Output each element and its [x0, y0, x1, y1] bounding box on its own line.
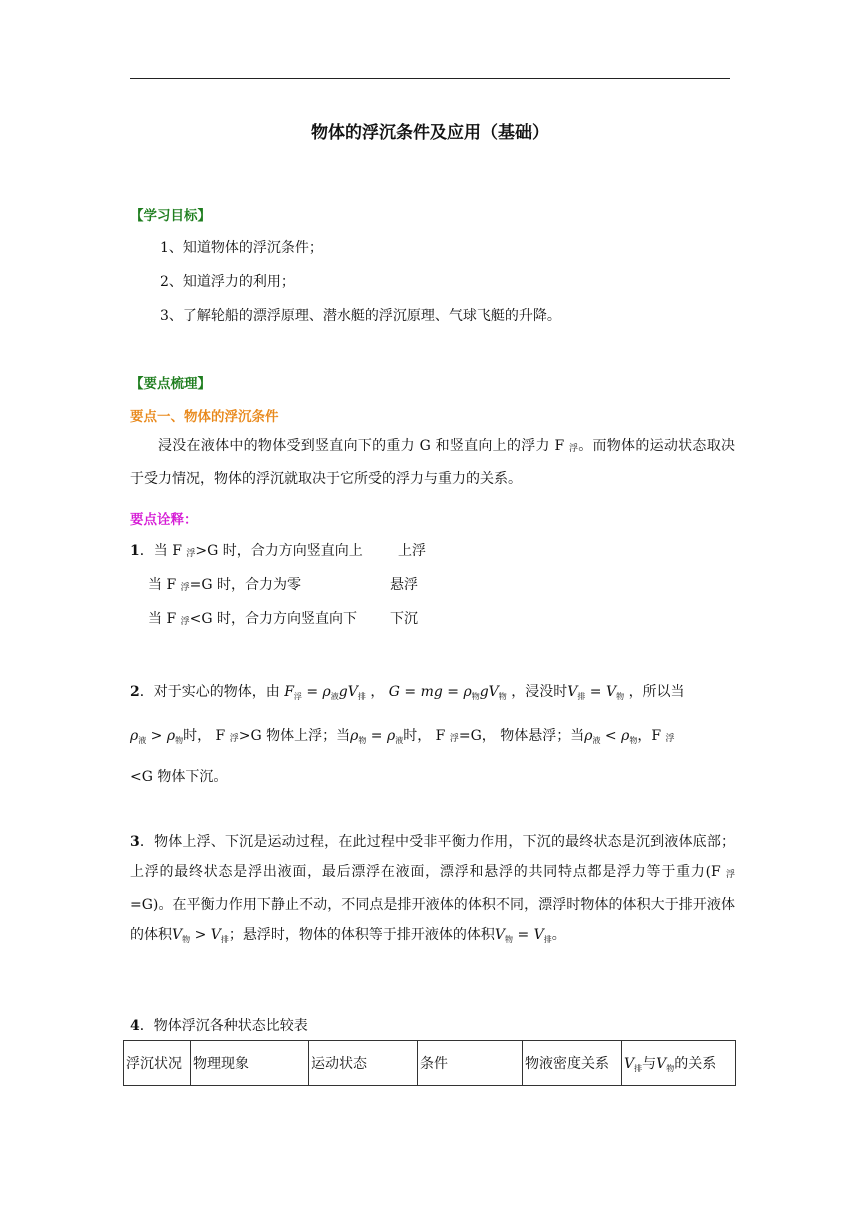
comparison-table	[123, 1040, 736, 1086]
item2-line2: $\rho_液 > \rho_物$时， F 浮>G 物体上浮；当$\rho_物 = \rho_液$时， F 浮=G， 物体悬浮；当$\rho_液 < \rho_物$，F 浮	[130, 728, 675, 745]
section1-title: 要点一、物体的浮沉条件	[130, 409, 279, 425]
item1-row: 当 F 浮<G 时，合力方向竖直向下	[148, 611, 358, 627]
item1-state: 悬浮	[390, 577, 418, 593]
points-header: 【要点梳理】	[130, 376, 211, 392]
table-header-cell: 条件	[418, 1041, 523, 1086]
goal-item: 3、了解轮船的漂浮原理、潜水艇的浮沉原理、气球飞艇的升降。	[160, 308, 561, 324]
item1-row: 1．当 F 浮>G 时，合力方向竖直向上	[130, 543, 363, 559]
item1-state: 上浮	[398, 543, 426, 559]
formula-rise: $\rho_液 > \rho_物$	[130, 728, 184, 745]
header-rule	[130, 78, 730, 79]
item2-line1: 2．对于实心的物体，由 $F_浮 = \rho_液gV_排$ ， G = mg = $\rho_物gV_物$ ，浸没时$V_排 = V_物$ ，所以当	[130, 684, 685, 701]
table-header-cell: $V_排$与$V_物$的关系	[622, 1041, 736, 1086]
item1-state: 下沉	[390, 611, 418, 627]
formula-float: $V_物 > V_排$	[172, 927, 229, 944]
goals-header: 【学习目标】	[130, 208, 211, 224]
table-header-row	[124, 1041, 736, 1086]
formula-buoyancy: $F_浮 = \rho_液gV_排$	[279, 684, 366, 701]
page-title: 物体的浮沉条件及应用（基础）	[311, 123, 549, 143]
formula-gravity: G = mg = $\rho_物gV_物$	[384, 684, 507, 701]
formula-sink: $\rho_液 < \rho_物$	[584, 728, 638, 745]
formula-suspend-volume: $V_物 = V_排$	[494, 927, 552, 944]
item3-paragraph: 3．物体上浮、下沉是运动过程，在此过程中受非平衡力作用，下沉的最终状态是沉到液体底部；上浮的最终状态是浮出液面，最后漂浮在液面，漂浮和悬浮的共同特点都是浮力等于重力(F 浮=G)。在平衡力作用下静止不动，不同点是排开液体的体积不同，漂浮时物体的体积大于排开液体的体积$V_物 > V_排$；悬浮时，物体的体积等于排开液体的体积$V_物 = V_排$。	[130, 834, 736, 944]
section1-intro: 浸没在液体中的物体受到竖直向下的重力 G 和竖直向上的浮力 F 浮。而物体的运动状态取决于受力情况，物体的浮沉就取决于它所受的浮力与重力的关系。	[130, 438, 735, 487]
item2-line3: <G 物体下沉。	[130, 769, 228, 785]
goal-item: 1、知道物体的浮沉条件；	[160, 240, 323, 256]
table-header-cell: 运动状态	[309, 1041, 418, 1086]
formula-volume: $V_排 = V_物$	[567, 684, 625, 701]
item1-row: 当 F 浮=G 时，合力为零	[148, 577, 302, 593]
table-header-cell: 浮沉状况	[124, 1041, 191, 1086]
table-header-cell: 物理现象	[191, 1041, 309, 1086]
table-header-cell: 物液密度关系	[523, 1041, 622, 1086]
formula-suspend: $\rho_物 = \rho_液$	[350, 728, 404, 745]
item4-title: 4．物体浮沉各种状态比较表	[130, 1018, 308, 1034]
note-title: 要点诠释：	[130, 512, 198, 528]
goal-item: 2、知道浮力的利用；	[160, 274, 295, 290]
